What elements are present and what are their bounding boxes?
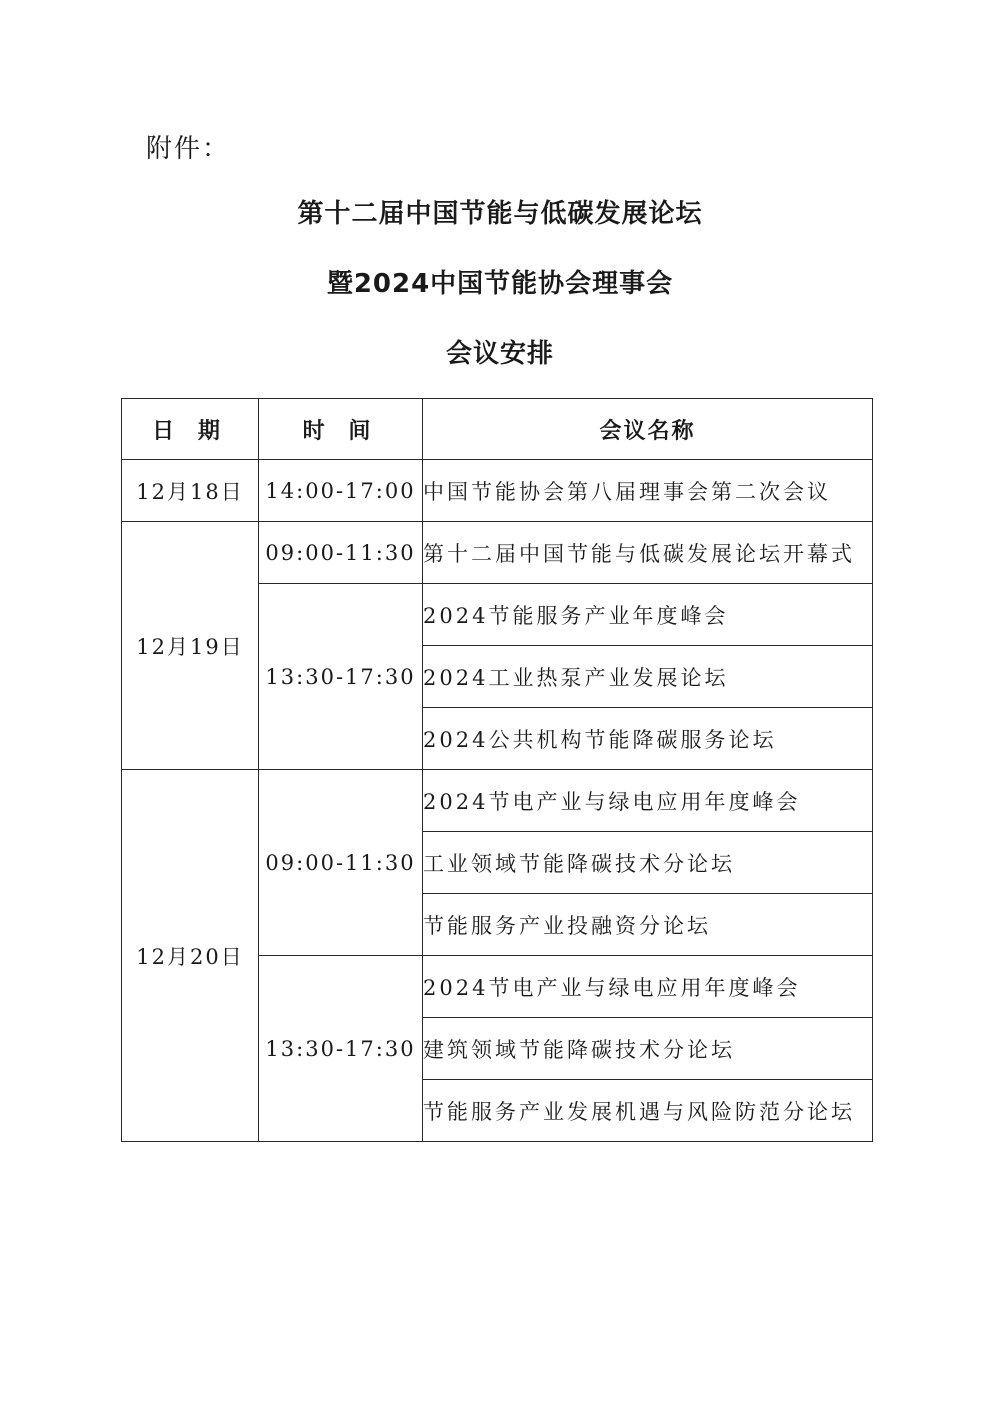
date-cell: 12月20日 [122, 770, 259, 1142]
meeting-name-cell: 第十二届中国节能与低碳发展论坛开幕式 [423, 522, 873, 584]
time-cell: 14:00-17:00 [259, 460, 423, 522]
meeting-name-cell: 2024公共机构节能降碳服务论坛 [423, 708, 873, 770]
title-line-2: 暨2024中国节能协会理事会 [326, 269, 674, 299]
table-row [122, 460, 873, 522]
time-cell: 13:30-17:30 [259, 584, 423, 770]
table-row [122, 522, 873, 584]
meeting-name-cell: 2024节电产业与绿电应用年度峰会 [423, 770, 873, 832]
date-cell: 12月19日 [122, 522, 259, 770]
attachment-label: 附件： [146, 134, 231, 164]
time-cell: 09:00-11:30 [259, 770, 423, 956]
header-meeting-name: 会议名称 [423, 399, 873, 460]
header-time: 时 间 [259, 399, 423, 460]
table-row [122, 770, 873, 832]
schedule-table [121, 398, 873, 1142]
meeting-name-cell: 2024工业热泵产业发展论坛 [423, 646, 873, 708]
meeting-name-cell: 工业领域节能降碳技术分论坛 [423, 832, 873, 894]
document-title [0, 192, 1000, 402]
meeting-name-cell: 2024节能服务产业年度峰会 [423, 584, 873, 646]
meeting-name-cell: 节能服务产业发展机遇与风险防范分论坛 [423, 1080, 873, 1142]
date-cell: 12月18日 [122, 460, 259, 522]
header-date: 日 期 [122, 399, 259, 460]
time-cell: 13:30-17:30 [259, 956, 423, 1142]
meeting-name-cell: 2024节电产业与绿电应用年度峰会 [423, 956, 873, 1018]
table-header-row [122, 399, 873, 460]
title-line-1: 第十二届中国节能与低碳发展论坛 [297, 199, 703, 229]
meeting-name-cell: 中国节能协会第八届理事会第二次会议 [423, 460, 873, 522]
meeting-name-cell: 节能服务产业投融资分论坛 [423, 894, 873, 956]
meeting-name-cell: 建筑领域节能降碳技术分论坛 [423, 1018, 873, 1080]
title-line-3: 会议安排 [445, 339, 554, 369]
time-cell: 09:00-11:30 [259, 522, 423, 584]
